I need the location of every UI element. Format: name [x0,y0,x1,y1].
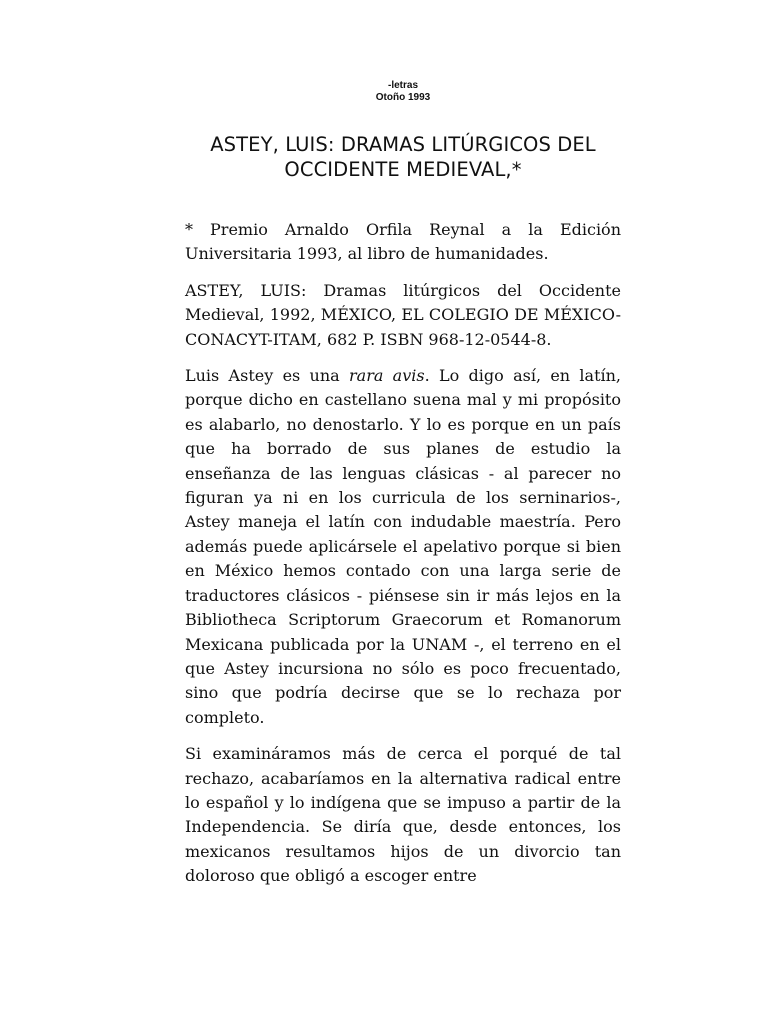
italic-phrase: rara avis [349,366,425,386]
paragraph-text: . Lo digo así, en latín, porque dicho en castellano suena mal y mi propósito es alabarlo, no denostarlo. Y lo es porque en un país que ha borrado de sus planes de estudio la enseñanza de las lenguas clásicas - al parecer no figuran ya ni en los curricula de los serninarios-, Astey maneja el latín con indudable maestría. Pero además puede aplicársele el apelativo porque si bien en México hemos contado con una larga serie de traductores clásicos - piénsese sin ir más lejos en la Bibliotheca Scriptorum Graecorum et Romanorum Mexicana publicada por la UNAM -, el terreno en el que Astey incursiona no sólo es poco frecuentado, sino que podría decirse que se lo rechaza por completo. [185,366,622,727]
award-note-paragraph: * Premio Arnaldo Orfila Reynal a la Edición Universitaria 1993, al libro de humanidades. [185,220,621,264]
document-page [185,80,621,901]
body-paragraph-second: Si examináramos más de cerca el porqué de tal rechazo, acabaríamos en la alternativa radical entre lo español y lo indígena que se impuso a partir de la Independencia. Se diría que, desde entonces, los mexicanos resultamos hijos de un divorcio tan doloroso que obligó a escoger entre [185,744,621,886]
paragraph-text: Luis Astey es una [185,366,349,386]
article-title: ASTEY, LUIS: DRAMAS LITÚRGICOS DEL OCCIDENTE MEDIEVAL,* [210,133,596,181]
header-journal-name: -letras [387,80,418,91]
running-header [185,80,621,104]
header-issue-date: Otoño 1993 [375,92,431,103]
body-paragraph-intro [185,364,621,730]
bibliographic-citation-paragraph: ASTEY, LUIS: Dramas litúrgicos del Occidente Medieval, 1992, MÉXICO, EL COLEGIO DE MÉXICO-CONACYT-ITAM, 682 P. ISBN 968-12-0544-8. [185,280,621,349]
article-body [185,218,621,889]
